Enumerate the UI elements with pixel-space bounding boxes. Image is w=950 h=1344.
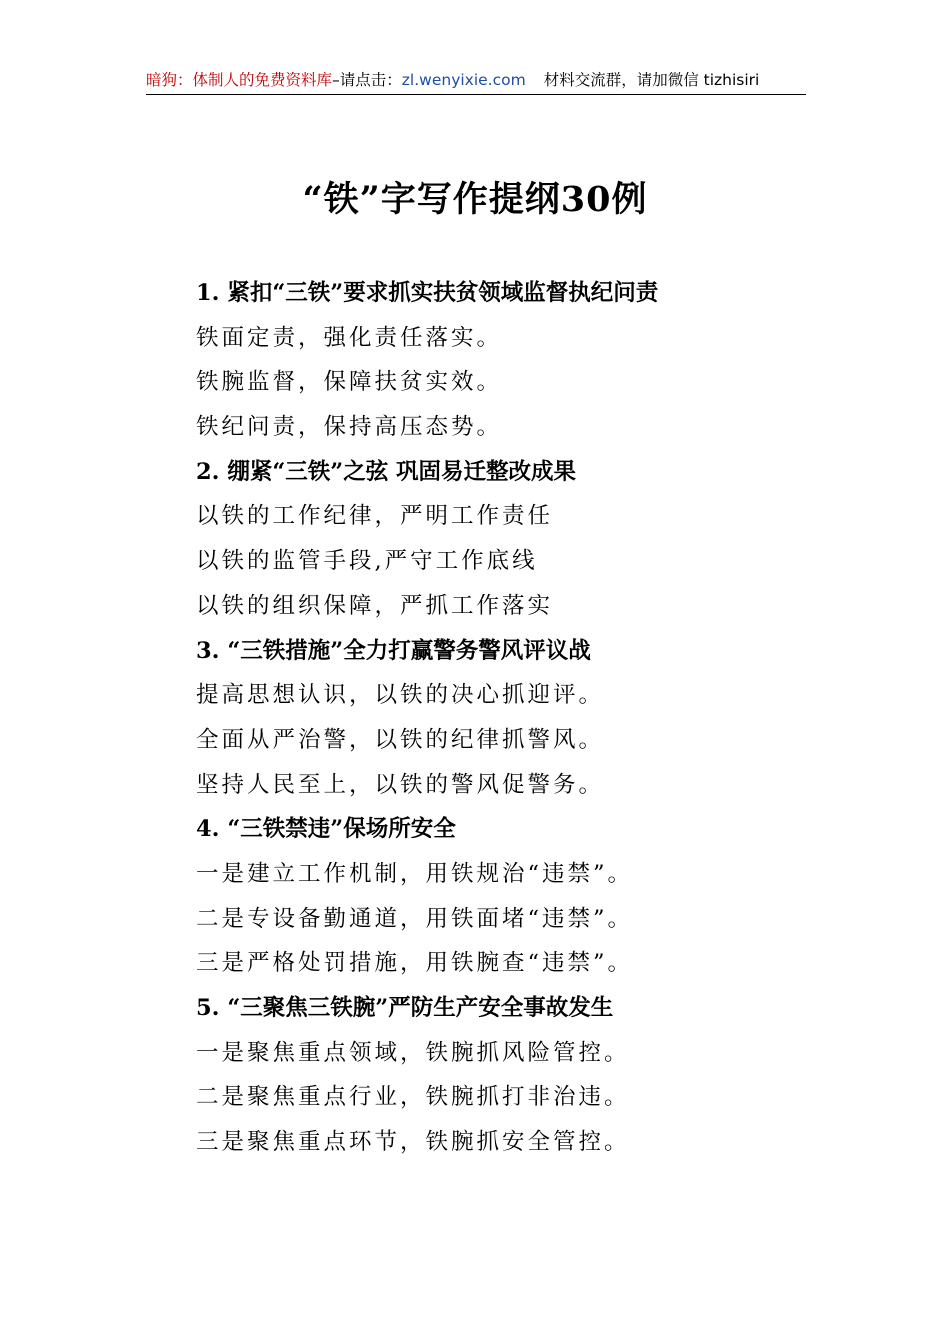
section-4 xyxy=(196,807,816,986)
section-line: 三是聚焦重点环节，铁腕抓安全管控。 xyxy=(196,1129,630,1156)
section-line: 铁面定责，强化责任落实。 xyxy=(196,324,503,351)
document-title: “铁”字写作提纲30例 xyxy=(302,179,648,220)
section-line: 提高思想认识，以铁的决心抓迎评。 xyxy=(196,682,605,709)
section-line: 三是严格处罚措施，用铁腕查“违禁”。 xyxy=(196,950,634,977)
section-line: 坚持人民至上，以铁的警风促警务。 xyxy=(196,771,605,798)
page-header xyxy=(146,68,806,95)
section-5 xyxy=(196,986,816,1165)
section-heading: 4. “三铁禁违”保场所安全 xyxy=(196,816,456,843)
section-heading: 1. 紧扣“三铁”要求抓实扶贫领域监督执纪问责 xyxy=(196,280,659,306)
section-heading: 3. “三铁措施”全力打赢警务警风评议战 xyxy=(196,637,591,664)
section-line: 以铁的监管手段,严守工作底线 xyxy=(196,548,538,575)
header-prompt: –请点击： xyxy=(332,71,402,89)
section-line: 一是建立工作机制，用铁规治“违禁”。 xyxy=(196,860,634,887)
section-line: 以铁的工作纪律，严明工作责任 xyxy=(196,503,554,530)
section-line: 铁纪问责，保持高压态势。 xyxy=(196,414,503,441)
document-body xyxy=(196,271,816,1165)
section-line: 二是聚焦重点行业，铁腕抓打非治违。 xyxy=(196,1084,630,1111)
section-line: 全面从严治警，以铁的纪律抓警风。 xyxy=(196,726,605,753)
header-url-link[interactable]: zl.wenyixie.com xyxy=(401,71,526,89)
section-line: 以铁的组织保障，严抓工作落实 xyxy=(196,592,554,619)
section-line: 铁腕监督，保障扶贫实效。 xyxy=(196,369,503,396)
section-line: 一是聚焦重点领域，铁腕抓风险管控。 xyxy=(196,1039,630,1066)
section-3 xyxy=(196,629,816,808)
section-1 xyxy=(196,271,816,450)
header-group-text: 材料交流群，请加微信 tizhisiri xyxy=(543,71,760,89)
section-heading: 5. “三聚焦三铁腕”严防生产安全事故发生 xyxy=(196,995,614,1021)
section-2 xyxy=(196,450,816,629)
section-line: 二是专设备勤通道，用铁面堵“违禁”。 xyxy=(196,905,634,932)
section-heading: 2. 绷紧“三铁”之弦 巩固易迁整改成果 xyxy=(196,458,577,485)
header-site-name: 暗狗：体制人的免费资料库 xyxy=(146,71,333,89)
